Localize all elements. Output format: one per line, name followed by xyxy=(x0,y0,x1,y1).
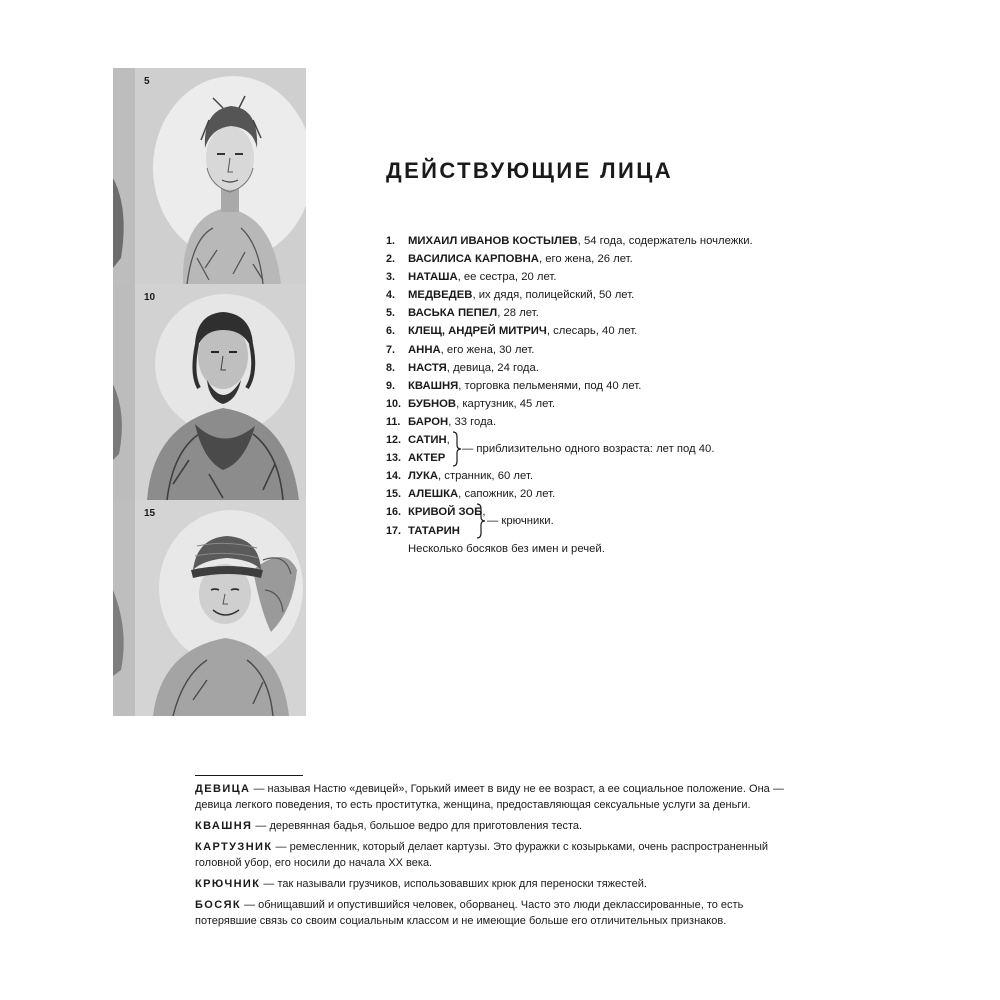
cast-item xyxy=(386,359,753,377)
illustration-number: 10 xyxy=(144,292,156,303)
footnote-divider xyxy=(195,775,303,776)
cast-number: 17. xyxy=(386,524,402,537)
cast-item xyxy=(386,395,753,413)
footnote xyxy=(195,876,807,892)
cast-name: ТАТАРИН xyxy=(408,524,460,537)
illustration-number: 15 xyxy=(144,508,156,519)
footnotes xyxy=(195,781,807,934)
portrait-sketch-10 xyxy=(113,284,306,500)
footnote-text: — обнищавший и опустившийся человек, оборванец. Часто это люди деклассированные, то есть потерявшие связь со своим социальным классом и не имеющие больше его отличительных признаков. xyxy=(195,899,744,927)
cast-description: , ее сестра, 20 лет. xyxy=(457,271,557,284)
cast-item xyxy=(386,250,753,268)
cast-name: БАРОН xyxy=(408,415,449,428)
cast-number: 11. xyxy=(386,415,401,428)
footnote xyxy=(195,839,807,871)
cast-number: 16. xyxy=(386,506,402,519)
cast-name: КРИВОЙ ЗОБ xyxy=(408,506,483,519)
cast-name: МИХАИЛ ИВАНОВ КОСТЫЛЕВ xyxy=(408,235,578,247)
footnote-text: — так называли грузчиков, использовавших крюк для переноски тяжестей. xyxy=(260,878,647,890)
footnote xyxy=(195,897,807,929)
cast-description: , 33 года. xyxy=(448,415,497,428)
cast-description: , картузник, 45 лет. xyxy=(456,397,556,410)
cast-name: МЕДВЕДЕВ xyxy=(408,289,473,302)
cast-item xyxy=(386,286,753,304)
cast-group-description: — приблизительно одного возраста: лет под 40. xyxy=(462,443,715,456)
cast-list xyxy=(386,232,753,558)
cast-number: 9. xyxy=(386,379,396,392)
cast-number: 8. xyxy=(386,361,396,374)
cast-item xyxy=(386,522,486,540)
footnote xyxy=(195,818,807,834)
cast-punctuation: , xyxy=(446,434,450,447)
cast-description: , странник, 60 лет. xyxy=(438,470,533,483)
cast-item xyxy=(386,467,753,485)
cast-description: , 54 года, содержатель ночлежки. xyxy=(577,235,753,247)
cast-name: АННА xyxy=(408,343,441,356)
cast-description: , слесарь, 40 лет. xyxy=(546,325,638,338)
portrait-sketch-15 xyxy=(113,500,306,716)
illustration-strip xyxy=(113,68,306,716)
cast-item xyxy=(386,413,753,431)
cast-number: 12. xyxy=(386,434,402,447)
cast-punctuation: , xyxy=(482,506,486,519)
footnote-term: КВАШНЯ xyxy=(195,820,253,832)
footnote xyxy=(195,781,807,813)
cast-description: , его жена, 30 лет. xyxy=(440,343,535,356)
cast-name: ВАСИЛИСА КАРПОВНА xyxy=(408,253,539,266)
cast-name: БУБНОВ xyxy=(408,397,457,410)
cast-name: НАСТЯ xyxy=(408,361,447,374)
cast-item xyxy=(386,232,753,250)
cast-description: , торговка пельменями, под 40 лет. xyxy=(458,379,642,392)
cast-number: 10. xyxy=(386,397,402,410)
illustration-panel-5 xyxy=(113,68,306,284)
cast-number: 4. xyxy=(386,289,396,302)
cast-description: , 28 лет. xyxy=(497,307,539,320)
curly-brace-icon xyxy=(476,503,486,539)
cast-group-description: — крючники. xyxy=(487,515,554,528)
cast-name: НАТАША xyxy=(408,271,458,284)
cast-item xyxy=(386,503,486,521)
footnote-term: БОСЯК xyxy=(195,899,242,911)
cast-item xyxy=(386,485,753,503)
portrait-sketch-5 xyxy=(113,68,306,284)
footnote-term: КАРТУЗНИК xyxy=(195,841,273,853)
cast-number: 6. xyxy=(386,325,396,338)
cast-description: , девица, 24 года. xyxy=(446,361,539,374)
cast-name: ЛУКА xyxy=(408,470,439,483)
cast-item xyxy=(386,304,753,322)
cast-item xyxy=(386,322,753,340)
cast-name: КЛЕЩ, АНДРЕЙ МИТРИЧ xyxy=(408,325,547,338)
cast-group-hookmen xyxy=(386,503,753,539)
footnote-text: — называя Настю «девицей», Горький имеет в виду не ее возраст, а ее социальное положение. Она — девица легкого поведения, то есть проститутка, женщина, предоставляющая сексуальные услуги за деньги. xyxy=(195,783,784,811)
cast-number: 13. xyxy=(386,452,402,465)
cast-name: АКТЕР xyxy=(408,452,446,465)
cast-name: АЛЕШКА xyxy=(408,488,459,501)
cast-description: , сапожник, 20 лет. xyxy=(458,488,556,501)
cast-number: 14. xyxy=(386,470,402,483)
cast-number: 15. xyxy=(386,488,402,501)
cast-extras-note: Несколько босяков без имен и речей. xyxy=(408,542,605,555)
cast-name: ВАСЬКА ПЕПЕЛ xyxy=(408,307,498,320)
cast-item xyxy=(386,377,753,395)
curly-brace-icon xyxy=(452,431,462,467)
page-title: ДЕЙСТВУЮЩИЕ ЛИЦА xyxy=(386,158,673,183)
cast-name: КВАШНЯ xyxy=(408,379,459,392)
cast-number: 7. xyxy=(386,343,396,356)
footnote-term: ДЕВИЦА xyxy=(195,783,251,795)
cast-number: 5. xyxy=(386,307,396,320)
cast-description: , их дядя, полицейский, 50 лет. xyxy=(472,289,635,302)
illustration-number: 5 xyxy=(144,76,150,87)
illustration-panel-15 xyxy=(113,500,306,716)
footnote-text: — деревянная бадья, большое ведро для приготовления теста. xyxy=(252,820,583,832)
illustration-panel-10 xyxy=(113,284,306,500)
footnote-text: — ремесленник, который делает картузы. Это фуражки с козырьками, очень распространенный головной убор, его носили до начала XX века. xyxy=(195,841,769,869)
cast-item xyxy=(386,268,753,286)
cast-number: 2. xyxy=(386,253,396,266)
cast-item xyxy=(386,341,753,359)
cast-group-similar-age xyxy=(386,431,753,467)
footnote-term: КРЮЧНИК xyxy=(195,878,261,890)
cast-name: САТИН xyxy=(408,434,447,447)
cast-number: 1. xyxy=(386,235,396,247)
cast-number: 3. xyxy=(386,271,396,284)
cast-description: , его жена, 26 лет. xyxy=(538,253,633,266)
